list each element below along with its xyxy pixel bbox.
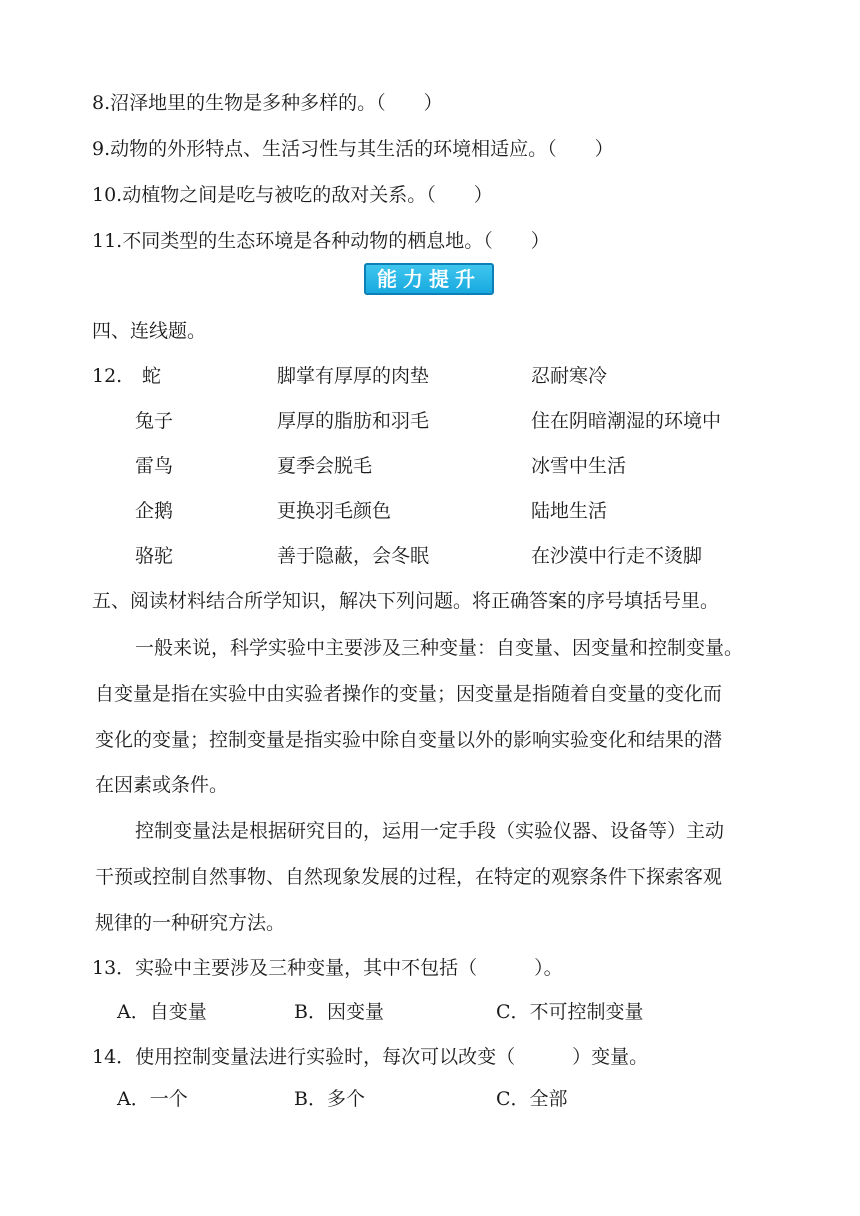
option-a: A．自变量 [117,1001,207,1023]
paragraph-line: 变化的变量；控制变量是指实验中除自变量以外的影响实验变化和结果的潜 [95,729,723,751]
question-11: 11.不同类型的生态环境是各种动物的栖息地。（ ） [92,230,550,252]
animal-item: 企鹅 [135,500,174,522]
option-a: A．一个 [117,1088,188,1110]
question-9: 9.动物的外形特点、生活习性与其生活的环境相适应。（ ） [92,138,614,160]
feature-item: 善于隐蔽，会冬眠 [277,545,430,567]
habitat-item: 陆地生活 [531,500,608,522]
paragraph-line: 在因素或条件。 [95,774,229,796]
feature-item: 夏季会脱毛 [277,455,373,477]
question-14: 14．使用控制变量法进行实验时，每次可以改变（ ）变量。 [92,1046,649,1068]
section-5-heading: 五、阅读材料结合所学知识，解决下列问题。将正确答案的序号填括号里。 [92,590,720,612]
feature-item: 厚厚的脂肪和羽毛 [277,410,430,432]
animal-item: 蛇 [142,365,162,387]
option-b: B．因变量 [294,1001,384,1023]
feature-item: 脚掌有厚厚的肉垫 [277,365,430,387]
animal-item: 兔子 [135,410,174,432]
habitat-item: 冰雪中生活 [531,455,627,477]
question-12-number: 12. [92,365,123,387]
question-10: 10.动植物之间是吃与被吃的敌对关系。（ ） [92,184,493,206]
paragraph-line: 控制变量法是根据研究目的，运用一定手段（实验仪器、设备等）主动 [135,820,725,842]
paragraph-line: 干预或控制自然事物、自然现象发展的过程，在特定的观察条件下探索客观 [95,866,723,888]
paragraph-line: 自变量是指在实验中由实验者操作的变量；因变量是指随着自变量的变化而 [95,683,723,705]
option-c: C．不可控制变量 [496,1001,644,1023]
habitat-item: 在沙漠中行走不烫脚 [531,545,703,567]
option-c: C．全部 [496,1088,568,1110]
paragraph-line: 一般来说，科学实验中主要涉及三种变量：自变量、因变量和控制变量。 [135,637,744,659]
paragraph-line: 规律的一种研究方法。 [95,912,286,934]
option-b: B．多个 [294,1088,365,1110]
question-8: 8.沼泽地里的生物是多种多样的。（ ） [92,92,443,114]
section-4-heading: 四、连线题。 [92,320,207,342]
ability-banner: 能力提升 [364,263,494,295]
question-13: 13．实验中主要涉及三种变量，其中不包括（ ）。 [92,957,563,979]
habitat-item: 忍耐寒冷 [531,365,608,387]
habitat-item: 住在阴暗潮湿的环境中 [531,410,722,432]
animal-item: 雷鸟 [135,455,174,477]
animal-item: 骆驼 [135,545,174,567]
feature-item: 更换羽毛颜色 [277,500,392,522]
